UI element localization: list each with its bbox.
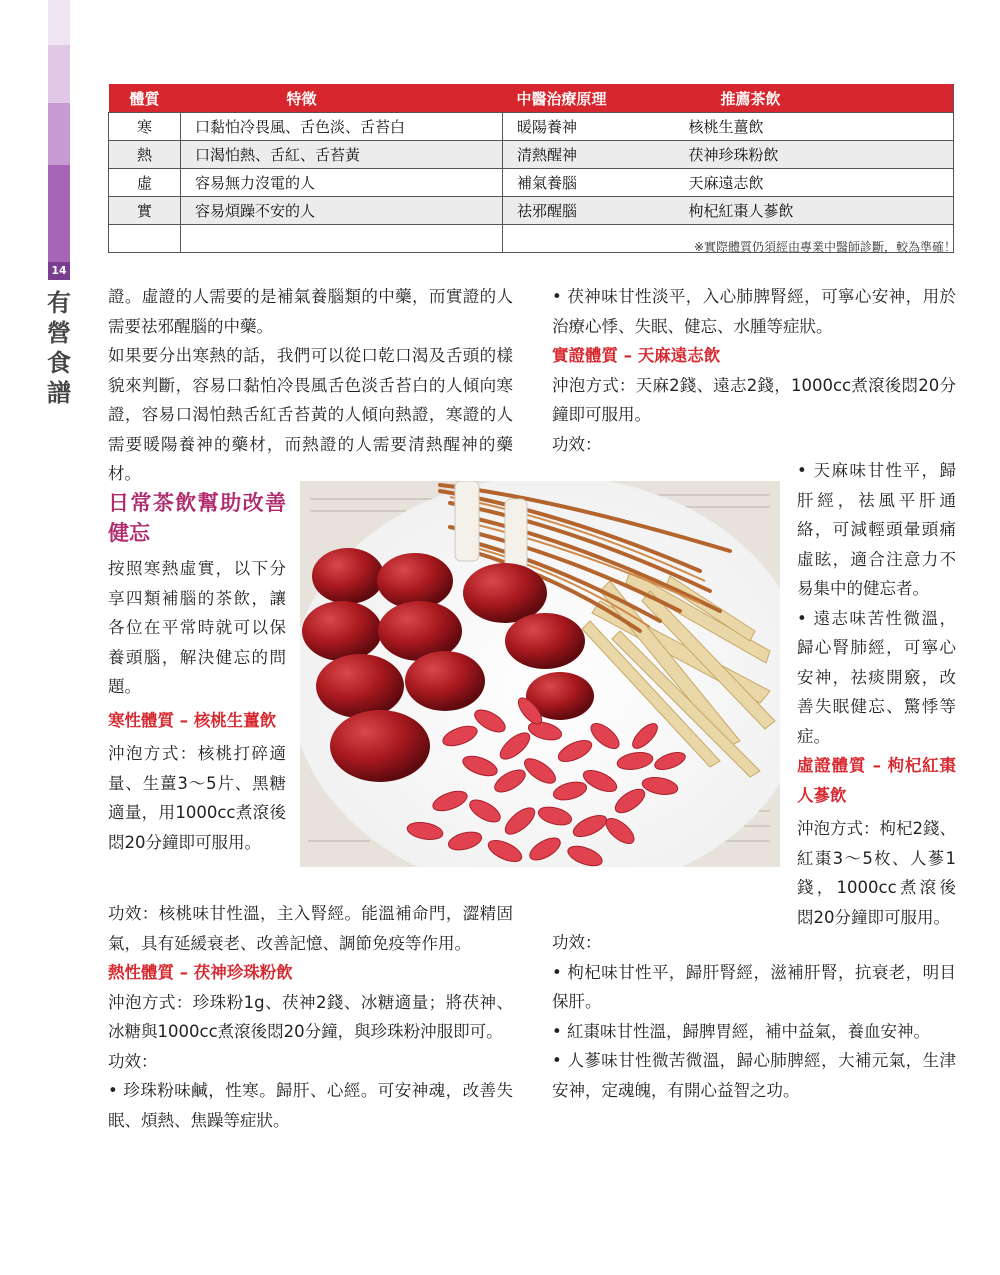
right-column-top [552, 282, 956, 459]
effect-label: 功效： [552, 933, 602, 952]
table-header: 推薦茶飲 [675, 84, 954, 113]
sidebar-bar-pale [48, 45, 70, 103]
table-cell: 茯神珍珠粉飲 [675, 141, 954, 169]
sidebar-bar-mid [48, 103, 70, 165]
recipe-title: 熱性體質 – 茯神珍珠粉飲 [108, 963, 293, 982]
bullet-item: • 人蔘味甘性微苦微溫，歸心肺脾經，大補元氣，生津安神，定魂魄，有開心益智之功。 [552, 1051, 956, 1100]
recipe-method: 沖泡方式：珍珠粉1g、茯神2錢、冰糖適量；將茯神、冰糖與1000cc煮滾後悶20分鐘，與珍珠粉沖服即可。 [108, 992, 513, 1041]
left-column-narrow [108, 488, 286, 857]
section-heading: 日常茶飲幫助改善健忘 [108, 490, 286, 545]
paragraph: 證。虛證的人需要的是補氣養腦類的中藥，而實證的人需要祛邪醒腦的中藥。 [108, 287, 513, 336]
table-note: ※實際體質仍須經由專業中醫師診斷，較為準確！ [693, 240, 956, 254]
section-title-vertical [46, 288, 72, 408]
bullet-item: • 枸杞味甘性平，歸肝腎經，滋補肝腎，抗衰老，明目保肝。 [552, 962, 956, 1011]
table-cell: 寒 [109, 113, 181, 141]
page-number: 14 [48, 262, 70, 280]
herbs-illustration [300, 481, 780, 867]
bullet-item: • 紅棗味甘性溫，歸脾胃經，補中益氣，養血安神。 [552, 1021, 930, 1041]
bullet-item: • 珍珠粉味鹹，性寒。歸肝、心經。可安神魂，改善失眠、煩熱、焦躁等症狀。 [108, 1081, 513, 1130]
table-row [109, 141, 954, 169]
recipe-method: 沖泡方式：核桃打碎適量、生薑3～5片、黑糖適量，用1000cc煮滾後悶20分鐘即可服用。 [108, 744, 286, 852]
table-header: 中醫治療原理 [503, 84, 675, 113]
table-cell: 補氣養腦 [503, 169, 675, 197]
recipe-title: 虛證體質 – 枸杞紅棗人蔘飲 [797, 756, 956, 805]
constitution-table [108, 84, 954, 253]
table-cell: 容易無力沒電的人 [181, 169, 503, 197]
paragraph: 按照寒熱虛實，以下分享四類補腦的茶飲，讓各位在平常時就可以保養頭腦，解決健忘的問題。 [108, 559, 286, 696]
recipe-method: 沖泡方式：天麻2錢、遠志2錢，1000cc煮滾後悶20分鐘即可服用。 [552, 375, 956, 424]
herbs-photo [300, 481, 780, 867]
table-cell: 清熱醒神 [503, 141, 675, 169]
recipe-title: 實證體質 – 天麻遠志飲 [552, 346, 721, 365]
right-column-narrow [797, 456, 956, 932]
table-cell: 天麻遠志飲 [675, 169, 954, 197]
bullet-item: • 遠志味苦性微溫，歸心腎肺經，可寧心安神，祛痰開竅，改善失眠健忘、驚悸等症。 [797, 608, 956, 746]
paragraph: 如果要分出寒熱的話，我們可以從口乾口渴及舌頭的樣貌來判斷，容易口黏怕冷畏風舌色淡舌苔白的人傾向寒證，容易口渴怕熱舌紅舌苔黃的人傾向熱證，寒證的人需要暖陽養神的藥材，而熱證的人需要清熱醒神的藥材。 [108, 346, 513, 483]
table-cell: 熱 [109, 141, 181, 169]
sidebar-bar-dark [48, 165, 70, 262]
effect-label: 功效： [552, 434, 602, 454]
recipe-effect: 功效：核桃味甘性溫，主入腎經。能溫補命門，澀精固氣，具有延緩衰老、改善記憶、調節免疫等作用。 [108, 904, 513, 953]
sidebar [0, 0, 70, 1275]
table-cell: 口渴怕熱、舌紅、舌苔黃 [181, 141, 503, 169]
table-header: 體質 [109, 84, 181, 113]
recipe-title: 寒性體質 – 核桃生薑飲 [108, 710, 277, 730]
section-title-char: 食 [47, 348, 71, 377]
table-header-row [109, 84, 954, 113]
section-title-char: 有 [47, 288, 71, 317]
section-title-char: 譜 [47, 378, 71, 407]
section-title-char: 營 [47, 318, 71, 347]
table-cell: 口黏怕冷畏風、舌色淡、舌苔白 [181, 113, 503, 141]
left-column-bottom [108, 899, 513, 1135]
table-cell: 容易煩躁不安的人 [181, 197, 503, 225]
table-cell: 虛 [109, 169, 181, 197]
table-header: 特徵 [181, 84, 503, 113]
table-row [109, 197, 954, 225]
bullet-item: • 天麻味甘性平，歸肝經，祛風平肝通絡，可減輕頭暈頭痛虛眩，適合注意力不易集中的健忘者。 [797, 461, 956, 598]
sidebar-bar-light [48, 0, 70, 45]
table-row [109, 113, 954, 141]
table-row [109, 169, 954, 197]
bullet-item: • 茯神味甘性淡平，入心肺脾腎經，可寧心安神，用於治療心悸、失眠、健忘、水腫等症狀。 [552, 287, 956, 336]
right-column-bottom [552, 928, 956, 1105]
left-column-top [108, 282, 513, 489]
table-cell: 枸杞紅棗人蔘飲 [675, 197, 954, 225]
table-cell: 祛邪醒腦 [503, 197, 675, 225]
table-cell: 暖陽養神 [503, 113, 675, 141]
effect-label: 功效： [108, 1051, 158, 1071]
table-cell: 核桃生薑飲 [675, 113, 954, 141]
table-cell: 實 [109, 197, 181, 225]
recipe-method: 沖泡方式：枸杞2錢、紅棗3～5枚、人蔘1錢，1000cc煮滾後悶20分鐘即可服用。 [797, 819, 956, 927]
